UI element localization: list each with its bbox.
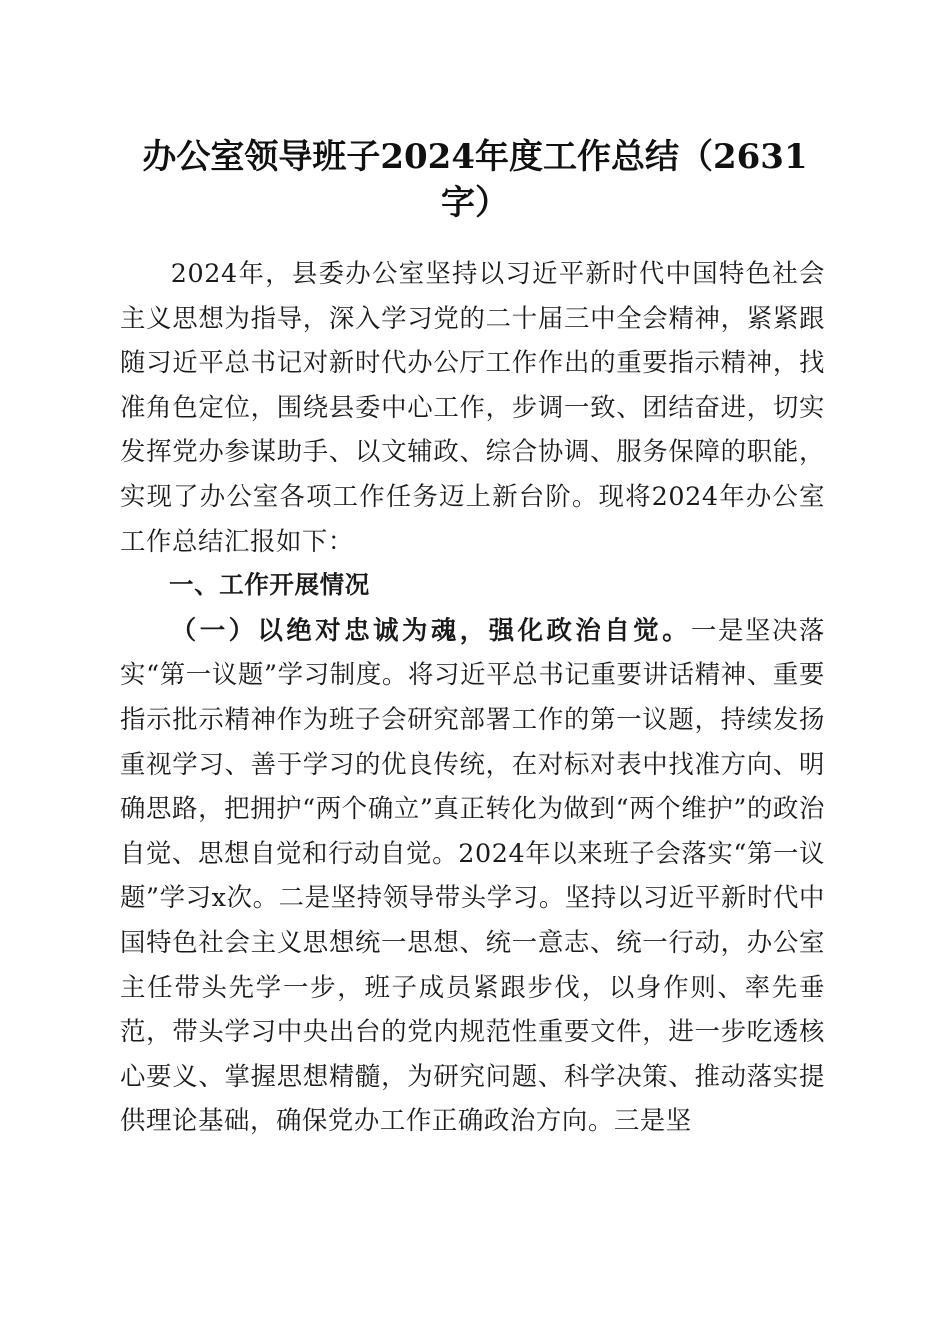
intro-paragraph: 2024年，县委办公室坚持以习近平新时代中国特色社会主义思想为指导，深入学习党的二十届三中全会精神，紧紧跟随习近平总书记对新时代办公厅工作作出的重要指示精神，找准角色定位，围绕县委中心工作，步调一致、团结奋进，切实发挥党办参谋助手、以文辅政、综合协调、服务保障的职能，实现了办公室各项工作任务迈上新台阶。现将2024年办公室工作总结汇报如下： bbox=[120, 258, 825, 556]
subsection-body: 一是坚决落实“第一议题”学习制度。将习近平总书记重要讲话精神、重要指示批示精神作为班子会研究部署工作的第一议题，持续发扬重视学习、善于学习的优良传统，在对标对表中找准方向、明确思路，把拥护“两个确立”真正转化为做到“两个维护”的政治自觉、思想自觉和行动自觉。2024年以来班子会落实“第一议题”学习x次。二是坚持领导带头学习。坚持以习近平新时代中国特色社会主义思想统一思想、统一意志、统一行动，办公室主任带头先学一步，班子成员紧跟步伐，以身作则、率先垂范，带头学习中央出台的党内规范性重要文件，进一步吃透核心要义、掌握思想精髓，为研究问题、科学决策、推动落实提供理论基础，确保党办工作正确政治方向。三是坚 bbox=[120, 614, 826, 1136]
document-title: 办公室领导班子2024年度工作总结（2631字） bbox=[142, 137, 808, 223]
subsection-paragraph bbox=[120, 608, 825, 1143]
section-heading: 一、工作开展情况 bbox=[169, 570, 370, 600]
document-body bbox=[120, 251, 825, 1143]
subsection-heading: （一）以绝对忠诚为魂，强化政治自觉。 bbox=[170, 614, 692, 645]
